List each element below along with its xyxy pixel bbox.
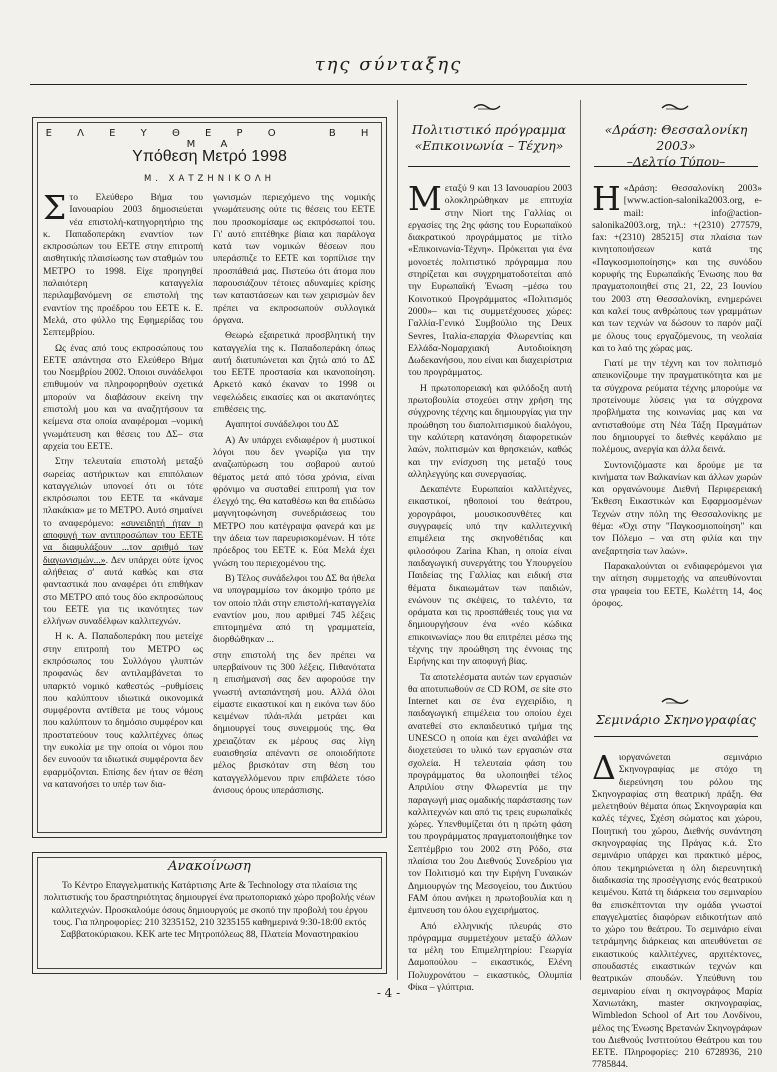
cultural-program-title	[404, 122, 574, 154]
paragraph: Θεωρώ εξαιρετικά προσβλητική την καταγγελία της κ. Παπαδοπεράκη όπως αυτή διατυπώνεται και ζητώ από το ΔΣ του ΕΕΤΕ προστασία και ικανοποίηση. Αρκετό κακό έκαναν το 1998 οι νεφελώδεις εικασίες και οι ακατανόητες επιθέσεις της.	[213, 330, 375, 416]
paragraph: Β) Τέλος συνάδελφοι του ΔΣ θα ήθελα να υπογραμμίσω τον άκομψο τρόπο με τον οποίο πλάι στην επιστολή-καταγγελία εναντίον μου, που αριθμεί 745 λέξεις επιτομημένα από τη γραμματεία, διορθώθηκαν ...	[213, 572, 375, 646]
announcement-title: Ανακοίνωση	[168, 859, 251, 874]
paragraph-text: εταξύ 9 και 13 Ιανουαρίου 2003 ολοκληρώθηκαν με επιτυχία στην Niort της Γαλλίας οι εργασίες της 2ης φάσης του Ευρωπαϊκού διακρατικού προγράμματος με τίτλο «Επικοινωνία-Τέχνη». Πρόκειται για ένα μονοετές πολιτιστικό πρόγραμμα που στηρίζεται και συγχρηματοδοτείται από την Ευρωπαϊκή Ένωση –μέσω του Κοινοτικού Προγράμματος «Πολιτισμός 2000»– και τις συμμετέχουσες χώρες: Γαλλία-Γενικό Συμβούλιο της Deux Sevres, Ιταλία-επαρχία Φλωρεντίας και Ελλάδα-Νομαρχιακή Αυτοδιοίκηση Δωδεκανήσου, που είναι και διαχειρίστρια του προγράμματος.	[408, 183, 572, 379]
masthead-rule	[30, 84, 747, 85]
paragraph: Η πρωτοπορειακή και φιλόδοξη αυτή πρωτοβουλία στοχεύει στην χρήση της σύγχρονης τέχνης και δημιουργίας για την προώθηση του διαπολιτισμικού διαλόγου, την καλύτερη κατανόηση διαφορετικών λαών, πολιτισμών και θρησκειών, καθώς και την ενίσχυση της μεταξύ τους αλληλεγγύης και συνεργασίας.	[408, 382, 572, 480]
paragraph: γωνισμών περιεχόμενο της νομικής γνωμάτευσης ούτε τις θέσεις του ΕΕΤΕ που προσκομίσαμε ως εκπρόσωποί του. Γι' αυτό επιτέθηκε βίαια και παράλογα κατά των νομικών θέσεων που υπεράσπιζε το ΕΕΤΕ και τορπίλισε την προσπάθειά μας. Πιστεύω ότι άτομα που παρουσιάζουν τέτοιες αδυναμίες κρίσης των καταστάσεων και των χειρισμών δεν πρέπει να εκπροσωπούν συλλογικά όργανα.	[213, 192, 375, 326]
paragraph: Παρακαλούνται οι ενδιαφερόμενοι για την αίτηση συμμετοχής να απευθύνονται στα γραφεία του ΕΕΤΕ, Κωλέττη 14, 4ος όροφος.	[592, 560, 762, 609]
paragraph-text: «Δράση: Θεσσαλονίκη 2003» [www.action-salonika2003.org, e-mail: info@action-salonika2003.org, τηλ.: +(2310) 277579, fax: +(2310) 285215] στα πλαίσια των κινητοποιήσεων κατά της «Παγκοσμιοποίησης» και της συνόδου κορυφής της Ευρωπαϊκής Ένωσης που θα πραγματοποιηθεί στις 21, 22, 23 Ιουνίου του 2003 στη Θεσσαλονίκη, ενημερώνει και καλεί τους ανθρώπους των γραμμάτων και των τεχνών να δώσουν το παρόν μαζί με όλους τους εργαζόμενους, τη νεολαία και το λαό της χώρας μας.	[592, 183, 762, 354]
free-speech-section-label	[33, 128, 386, 150]
paragraph-text: το Ελεύθερο Βήμα του Ιανουαρίου 2003 δημοσιεύεται νέα επιστολή-κατηγορητήριο της κ. Παπαδοπεράκη εναντίον των εκπροσώπων του ΕΕΤΕ στην επιτροπή αισθητικής πλαισίωσης των σταθμών του ΜΕΤΡΟ το 1998. Είχε προηγηθεί παλαιότερη καταγγελία περιλαμβανόμενη σε επιστολή της εναντίον της προέδρου του ΕΕΤΕ κ. Ε. Μελά, στο φύλλο της Εφημερίδας του Σεπτεμβρίου.	[43, 192, 203, 339]
page-number: - 4 -	[376, 986, 401, 1000]
paragraph-text: Στην τελευταία επιστολή μεταξύ σωρείας αστήρικτων και επιπόλαιων καταγγελιών υπονοεί ότι οι τότε εκπρόσωποι του ΕΕΤΕ τα «κάναμε πλακάκια» με το ΜΕΤΡΟ. Αυτό σημαίνει το αναφερόμενο:	[43, 456, 203, 529]
label-letter: Μ	[186, 139, 201, 150]
label-letter: Ρ	[236, 128, 248, 139]
paragraph	[43, 188, 203, 340]
label-letter: Α	[220, 139, 233, 150]
column-divider	[397, 100, 398, 980]
underlined-quote: «συνειδητή ήταν η αποφυγή των αντιπροσώπων του ΕΕΤΕ να διαφυλάξουν ...τον αριθμό των διαγωνισμών...»	[43, 517, 203, 566]
paragraph: Συντονιζόμαστε και δρούμε με τα κινήματα των Βαλκανίων και άλλων χωρών και οργανώνουμε Διεθνή Περιφερειακή Έκθεση Εικαστικών και Εφαρμοσμένων Τεχνών στην πόλη της Θεσσαλονίκης με θέμα: «Όχι στην "Παγκοσμιοποίηση" και τον Πόλεμο – ναι στη φιλία και την ανεξαρτησία των λαών».	[592, 459, 762, 557]
label-letter: Λ	[77, 128, 89, 139]
article-byline: Μ. ΧΑΤΖΗΝΙΚΟΛΗ	[143, 174, 276, 184]
dropcap: Δ	[592, 748, 616, 787]
thessaloniki-title-line2: –Δελτίο Τύπου–	[626, 154, 726, 169]
label-letter: Η	[360, 128, 374, 139]
paragraph	[408, 179, 572, 380]
label-letter: Β	[328, 128, 341, 139]
ornament-icon	[660, 100, 690, 114]
ornament-icon	[660, 694, 690, 708]
thessaloniki-column	[592, 179, 762, 687]
label-letter: Ε	[205, 128, 217, 139]
paragraph: Η κ. Α. Παπαδοπεράκη που μετείχε στην επιτροπή του ΜΕΤΡΟ ως εκπρόσωπος του Συλλόγου γλυπτών προφανώς δεν αντιλαμβάνεται το υπαρκτό νομικό καθεστώς –ρυθμίσεις που καλύπτουν ιδιωτικά οικονομικά συμφέροντα αντίθετα με τους νόμους που καλύπτουν το δημόσιο συμφέρον και προστατεύουν τους καλλιτέχνες όπως την ευκολία με την οποία οι νόμοι που δεν ευνοούν τα ιδιωτικά συμφέροντα δεν εφαρμόζονται. Επίσης δεν ήταν σε θέση να κατανοήσει το υπέρ των δια-	[43, 631, 203, 790]
cultural-title-line1: Πολιτιστικό πρόγραμμα	[411, 122, 567, 137]
label-letter: Ε	[109, 128, 121, 139]
masthead: της σύνταξης	[314, 54, 463, 75]
free-speech-box	[32, 117, 387, 838]
label-letter: Ο	[267, 128, 281, 139]
paragraph: Ως ένας από τους εκπροσώπους του ΕΕΤΕ απάντησα στο Ελεύθερο Βήμα του Νοεμβρίου 2002. Όποιοι συνάδελφοι επιθυμούν να πληροφορηθούν σχετικά μπορούν να διαβάσουν εκείνη την επιστολή μου και να αναζητήσουν τα κείμενα στα οποία αναφέρομαι –νομική γνωμάτευση και θέσεις του ΔΣ– στα αρχεία του ΕΕΤΕ.	[43, 342, 203, 452]
label-letter: Θ	[171, 128, 185, 139]
announcement-text: Το Κέντρο Επαγγελματικής Κατάρτισης Arte & Technology στα πλαίσια της πολιτιστικής του δραστηριότητας δημιουργεί ένα πρωτοποριακό χώρο προβολής νέων καλλιτεχνών. Προσκαλούμε όσους δημιουργούς με σκοπό την προβολή του έργου τους. Για πληροφορίες: 210 3235152, 210 3235155 καθημερινά 9:30-18:00 εκτός Σαββατοκύριακου. ΚΕΚ arte tec Μητροπόλεως 88, Πλατεία Μοναστηρακίου	[43, 880, 376, 941]
paragraph: Τα αποτελέσματα αυτών των εργασιών θα αποτυπωθούν σε CD ROM, σε site στο Internet και σε ένα εγχειρίδιο, η παιδαγωγική επιμέλεια του οποίου έχει ανατεθεί στο εκπαιδευτικό τμήμα της UNESCO η οποία και έχει αναλάβει να διοχετεύσει το υλικό των εργασιών στα σχολεία. Η τελευταία φάση του προγράμματος θα υλοποιηθεί τέλος Απριλίου στην Φλωρεντία με την παραγωγή μιας ομαδικής παράστασης των καλλιτεχνών και από τις τρεις ευρωπαϊκές χώρες. Υπενθυμίζεται ότι η πρώτη φάση του προγράμματος πραγματοποιήθηκε τον Σεπτέμβριο του 2002 στη Ρόδο, στα πλαίσια του 2ου Διεθνούς Συνεδρίου για τον Πολιτισμό και την Ειρήνη Γυναικών Δημιουργών της Μεσογείου, του Δικτύου FAM όπου ανήκει η πρωτοβουλία και η έμπνευση του όλου εγχειρήματος.	[408, 671, 572, 917]
dropcap: Η	[592, 179, 621, 218]
paragraph: Αγαπητοί συνάδελφοι του ΔΣ	[225, 419, 339, 431]
cultural-title-rule	[408, 166, 570, 167]
seminar-title-rule	[594, 736, 758, 737]
article-title: Υπόθεση Μετρό 1998	[132, 148, 287, 165]
free-speech-column-1	[43, 188, 203, 832]
free-speech-column-2	[213, 192, 375, 832]
seminar-title: Σεμινάριο Σκηνογραφίας	[595, 712, 757, 727]
thessaloniki-title-line1: «Δράση: Θεσσαλονίκη 2003»	[604, 122, 748, 153]
paragraph-text: ιοργανώνεται σεμινάριο Σκηνογραφίας με στόχο τη διερεύνηση του ρόλου της Σκηνογραφίας στη θεατρική πράξη. Θα μελετηθούν θέματα όπως Σκηνογραφία και καλές τέχνες, Σχέση σώματος και χώρου, Ποιητική του χώρου, Διεθνής συνάντηση σκηνογραφίας της Πράγας κ.ά. Στο σεμινάριο υπάρχει και πρακτικό μέρος, όπου τεκμηριώνεται η όλη διερευνητική διαδικασία της προσέγγισης ενός θεατρικού κειμένου. Κατά τη διάρκεια του σεμιναρίου θα επισκέπτονται την ομάδα γνωστοί επαγγελματίες διαφόρων ειδικοτήτων από το χώρο του θεάτρου. Το σεμινάριο είναι τετράμηνης διάρκειας και απευθύνεται σε εικαστικούς καλλιτέχνες, αρχιτέκτονες, σπουδαστές εικαστικών τεχνών και θεατρικών σπουδών. Υπεύθυνη του σεμιναρίου είναι η σκηνογράφος Μαρία Χανιωτάκη, master σκηνογραφίας, Wimbledon School of Art του Λονδίνου, μέλος της Ένωσης Βρετανών Σκηνογράφων του Διεθνούς Ινστιτούτου Θεάτρου και του ΕΕΤΕ. Πληροφορίες: 210 6728936, 210 7785844.	[592, 752, 762, 1071]
ornament-icon	[472, 100, 502, 114]
paragraph-text: . Δεν υπάρχει ούτε ίχνος αλήθειας σ' αυτά καθώς και στα φανταστικά που αναφέρει ότι επιθήκαν στο ΜΕΤΡΟ από τους δύο εκπροσώπους του ΕΕΤΕ για τις ικανότητες των ελλήνων συναδέλφων καλλιτεχνών.	[43, 554, 203, 628]
paragraph: Από ελληνικής πλευράς στο πρόγραμμα συμμετέχουν μεταξύ άλλων τα μέλη του Επιμελητηρίου: Γεωργία Δαμοπούλου – εικαστικός, Ελένη Πολυχρονάτου – εικαστικός, Ολυμπία Φίκα – γλύπτρια.	[408, 920, 572, 993]
column-divider	[580, 100, 581, 980]
paragraph: Γιατί με την τέχνη και τον πολιτισμό απεικονίζουμε την πραγματικότητα και με τα σύγχρονα ρεύματα τέχνης μπορούμε να προτείνουμε λύσεις για τα σύγχρονα προβλήματα της κοινωνίας μας και να αντισταθούμε στη Νέα Τάξη Πραγμάτων που δημιουργεί το διεθνές κεφάλαιο με πολέμους, ανεργία και άλλα δεινά.	[592, 358, 762, 456]
paragraph: στην επιστολή της δεν πρέπει να υπερβαίνουν τις 300 λέξεις. Πιθανότατα η επισήμανσή σας δεν αφορούσε την γνωστή ανταπάντησή μου. Αλλά όλοι είμαστε εικαστικοί και η εικόνα των δύο κειμένων πλάι-πλάι μετράει και δημιουργεί τους συνειρμούς της. Θα χρειαζόταν εκ μέρους σας λίγη ευαισθησία απέναντι σε οποιοδήποτε μέλος βρισκόταν στη θέση του καταγγελλόμενου πριν επιβάλετε τόσο άνισους όρους υπεράσπισης.	[213, 649, 375, 796]
paragraph: Α) Αν υπάρχει ενδιαφέρον ή μυστικοί λόγοι που δεν γνωρίζω για την αναζωπύρωση του σοβαρού αυτού θέματος μετά από τόσα χρόνια, είναι φρόνιμο να συσταθεί επιτροπή για τον έλεγχό της. Θα καταθέσω και θα επιδώσω μαγνητοφώνηση συνεδριάσεως του ΜΕΤΡΟ που κατέγραψα φανερά και με την άδεια των παρευρισκομένων. Η τότε πρόεδρος του ΕΕΤΕ κ. Εύα Μελά έχει γνώση του περιεχομένου της.	[213, 434, 375, 569]
label-letter: Υ	[140, 128, 152, 139]
paragraph	[592, 748, 762, 1072]
label-gap	[295, 128, 323, 139]
cultural-program-column	[408, 179, 572, 993]
label-letter: Ε	[45, 128, 57, 139]
seminar-column	[592, 748, 762, 1071]
paragraph	[43, 456, 203, 628]
dropcap: Σ	[43, 188, 67, 227]
paragraph	[592, 179, 762, 355]
paragraph: Δεκαπέντε Ευρωπαίοι καλλιτέχνες, εικαστικοί, ηθοποιοί του θεάτρου, χορογράφοι, μουσικοσυνθέτες και συγγραφείς υπό την καλλιτεχνική επιμέλεια της σκηνοθέτιδας και φιλοσόφου Zarina Khan, η οποία είναι παιδαγωγική συνεργάτης του Υπουργείου Παιδείας της Γαλλίας και ειδική στα θέματα δικαιωμάτων των παιδιών, ενώνουν τις σκέψεις, το ταλέντο, τα οράματα και τις προσπάθειές τους για να δημιουργήσουν ένα «νέο κώδικα επικοινωνίας» που θα επιτρέπει μέσω της τέχνης την προώθηση της έννοιας της Ειρήνης και την αποφυγή βίας.	[408, 484, 572, 668]
announcement-box	[32, 852, 387, 974]
dropcap: Μ	[408, 179, 442, 218]
thessaloniki-title	[586, 122, 766, 170]
thessaloniki-title-rule	[594, 166, 758, 167]
cultural-title-line2: «Επικοινωνία – Τέχνη»	[414, 138, 564, 153]
